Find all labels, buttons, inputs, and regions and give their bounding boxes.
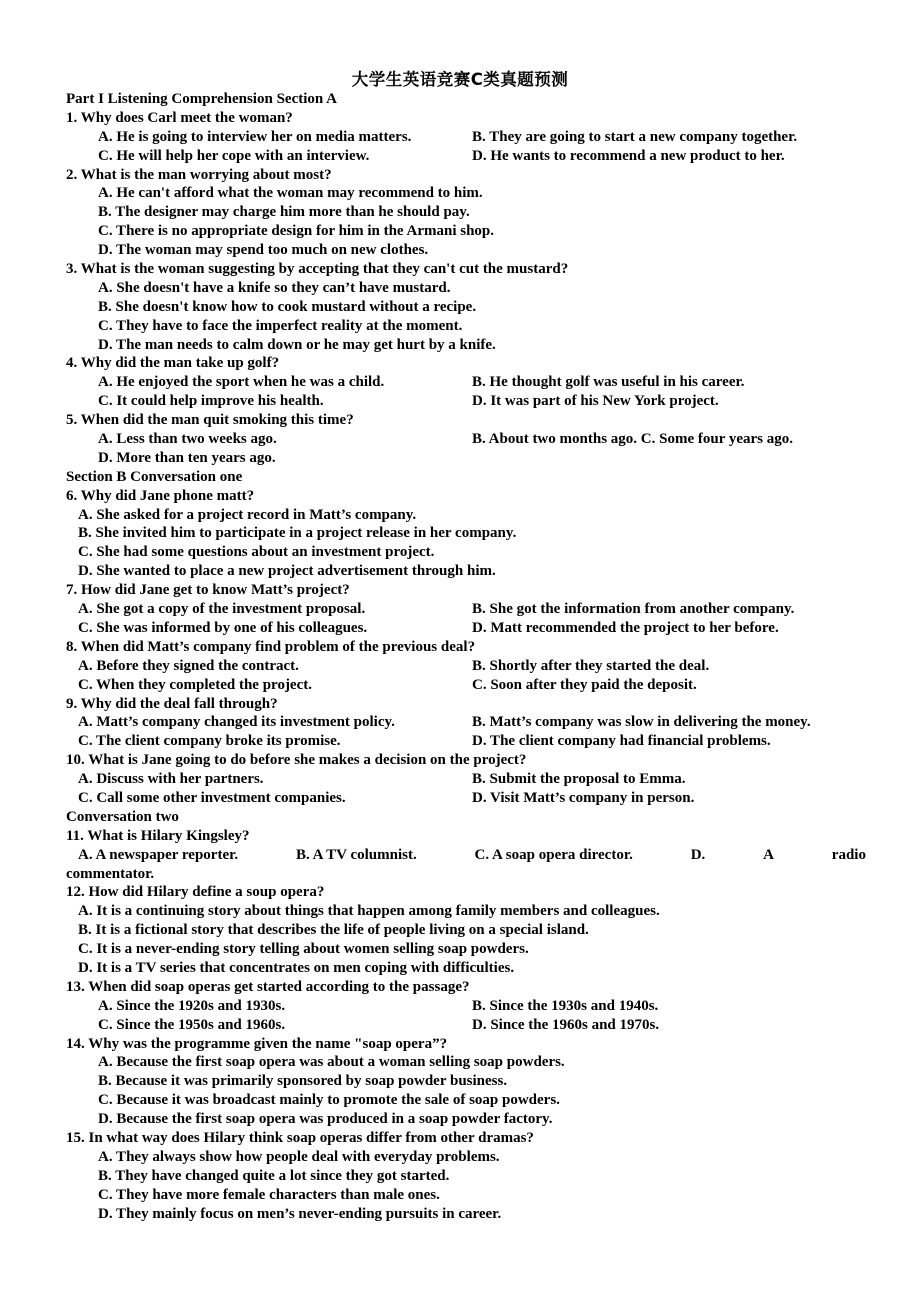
option: B. She got the information from another company. <box>472 601 795 618</box>
option-row <box>66 600 866 619</box>
option-row <box>66 128 866 147</box>
option: A. Discuss with her partners. <box>78 771 264 788</box>
option: C. It could help improve his health. <box>98 393 324 410</box>
question: 3. What is the woman suggesting by accepting that they can't cut the mustard? <box>66 261 569 278</box>
option: D. The woman may spend too much on new clothes. <box>98 242 429 259</box>
option: C. He will help her cope with an interview. <box>98 147 370 164</box>
question: 1. Why does Carl meet the woman? <box>66 109 293 126</box>
option: A. She doesn't have a knife so they can’t have mustard. <box>98 279 451 296</box>
option: B. They are going to start a new company together. <box>472 128 798 145</box>
section-header: Conversation two <box>66 808 179 825</box>
option-row <box>66 732 866 751</box>
option: D. More than ten years ago. <box>98 449 276 466</box>
option: A. A newspaper reporter. <box>78 846 239 863</box>
option: A. Less than two weeks ago. <box>98 431 277 448</box>
option: A. He is going to interview her on media matters. <box>98 128 412 145</box>
option: C. There is no appropriate design for him in the Armani shop. <box>98 223 495 240</box>
option: D. Visit Matt’s company in person. <box>472 789 695 806</box>
option: B. She doesn't know how to cook mustard without a recipe. <box>98 298 477 315</box>
option: C. The client company broke its promise. <box>78 733 341 750</box>
option: B. Shortly after they started the deal. <box>472 657 710 674</box>
option: A. Since the 1920s and 1930s. <box>98 997 286 1014</box>
section-header: Section B Conversation one <box>66 468 243 485</box>
option: C. She had some questions about an investment project. <box>78 544 435 561</box>
document-body <box>66 90 866 1223</box>
option-fragment: A <box>763 846 774 863</box>
option: B. The designer may charge him more than he should pay. <box>98 204 470 221</box>
option: D. They mainly focus on men’s never-ending pursuits in career. <box>98 1205 502 1222</box>
option-row <box>66 619 866 638</box>
option: A. He can't afford what the woman may recommend to him. <box>98 185 483 202</box>
section-header: Part I Listening Comprehension Section A <box>66 91 337 107</box>
option: B. Since the 1930s and 1940s. <box>472 997 659 1014</box>
option-row <box>66 789 866 808</box>
question: 13. When did soap operas get started according to the passage? <box>66 978 470 995</box>
question: 14. Why was the programme given the name "soap opera”? <box>66 1035 448 1052</box>
option: C. Since the 1950s and 1960s. <box>98 1016 286 1033</box>
option-row <box>66 373 866 392</box>
option: A. She got a copy of the investment proposal. <box>78 601 366 618</box>
option: C. Soon after they paid the deposit. <box>472 676 697 693</box>
option: C. Because it was broadcast mainly to promote the sale of soap powders. <box>98 1092 560 1109</box>
option: A. She asked for a project record in Matt’s company. <box>78 506 417 523</box>
option: B. Because it was primarily sponsored by soap powder business. <box>98 1073 508 1090</box>
option: B. About two months ago. C. Some four years ago. <box>472 431 793 448</box>
question: 9. Why did the deal fall through? <box>66 695 278 712</box>
option: B. They have changed quite a lot since they got started. <box>98 1167 450 1184</box>
option-row <box>66 392 866 411</box>
option: D. Since the 1960s and 1970s. <box>472 1016 660 1033</box>
question: 11. What is Hilary Kingsley? <box>66 827 250 844</box>
option: D. He wants to recommend a new product to her. <box>472 147 785 164</box>
question: 15. In what way does Hilary think soap operas differ from other dramas? <box>66 1129 534 1146</box>
option: C. A soap opera director. <box>474 846 633 863</box>
option: D. Because the first soap opera was produced in a soap powder factory. <box>98 1111 553 1128</box>
option-row <box>66 676 866 695</box>
option: B. A TV columnist. <box>295 846 417 863</box>
option: C. Call some other investment companies. <box>78 789 346 806</box>
option: A. Because the first soap opera was about a woman selling soap powders. <box>98 1054 565 1071</box>
option: B. She invited him to participate in a project release in her company. <box>78 525 517 542</box>
question: 10. What is Jane going to do before she makes a decision on the project? <box>66 752 527 769</box>
option: B. It is a fictional story that describes the life of people living on a special island. <box>78 922 589 939</box>
option: C. They have more female characters than male ones. <box>98 1186 440 1203</box>
question: 7. How did Jane get to know Matt’s project? <box>66 582 350 599</box>
option: C. When they completed the project. <box>78 676 312 693</box>
option: A. He enjoyed the sport when he was a child. <box>98 374 385 391</box>
question: 6. Why did Jane phone matt? <box>66 487 255 504</box>
option: B. Submit the proposal to Emma. <box>472 771 686 788</box>
option: D. Matt recommended the project to her before. <box>472 619 779 636</box>
question: 2. What is the man worrying about most? <box>66 166 332 183</box>
option: A. It is a continuing story about things that happen among family members and colleagues. <box>78 903 660 920</box>
option-row <box>66 1016 866 1035</box>
option-row <box>66 147 866 166</box>
option-row <box>66 997 866 1016</box>
option: A. They always show how people deal with everyday problems. <box>98 1148 500 1165</box>
option-fragment: radio <box>831 846 866 863</box>
option-letter: D. <box>690 846 706 863</box>
option-row <box>66 770 866 789</box>
option: C. They have to face the imperfect reality at the moment. <box>98 317 463 334</box>
option: B. He thought golf was useful in his career. <box>472 374 745 391</box>
option-row <box>66 430 866 449</box>
option: D. The man needs to calm down or he may get hurt by a knife. <box>98 336 496 353</box>
page-title: 大学生英语竞赛C类真题预测 <box>351 70 569 89</box>
option-continuation: commentator. <box>66 865 155 882</box>
option: D. It is a TV series that concentrates on men coping with difficulties. <box>78 959 515 976</box>
question: 4. Why did the man take up golf? <box>66 355 280 372</box>
option-row <box>66 846 866 865</box>
option: D. The client company had financial problems. <box>472 733 771 750</box>
question: 5. When did the man quit smoking this time? <box>66 412 354 429</box>
option: A. Matt’s company changed its investment policy. <box>78 714 395 731</box>
question: 12. How did Hilary define a soup opera? <box>66 884 325 901</box>
option: C. She was informed by one of his colleagues. <box>78 619 368 636</box>
option-row <box>66 657 866 676</box>
option: C. It is a never-ending story telling about women selling soap powders. <box>78 941 529 958</box>
option: A. Before they signed the contract. <box>78 657 299 674</box>
question: 8. When did Matt’s company find problem of the previous deal? <box>66 638 476 655</box>
option: B. Matt’s company was slow in delivering the money. <box>472 714 811 731</box>
option: D. She wanted to place a new project advertisement through him. <box>78 563 496 580</box>
option: D. It was part of his New York project. <box>472 393 719 410</box>
option-row <box>66 713 866 732</box>
